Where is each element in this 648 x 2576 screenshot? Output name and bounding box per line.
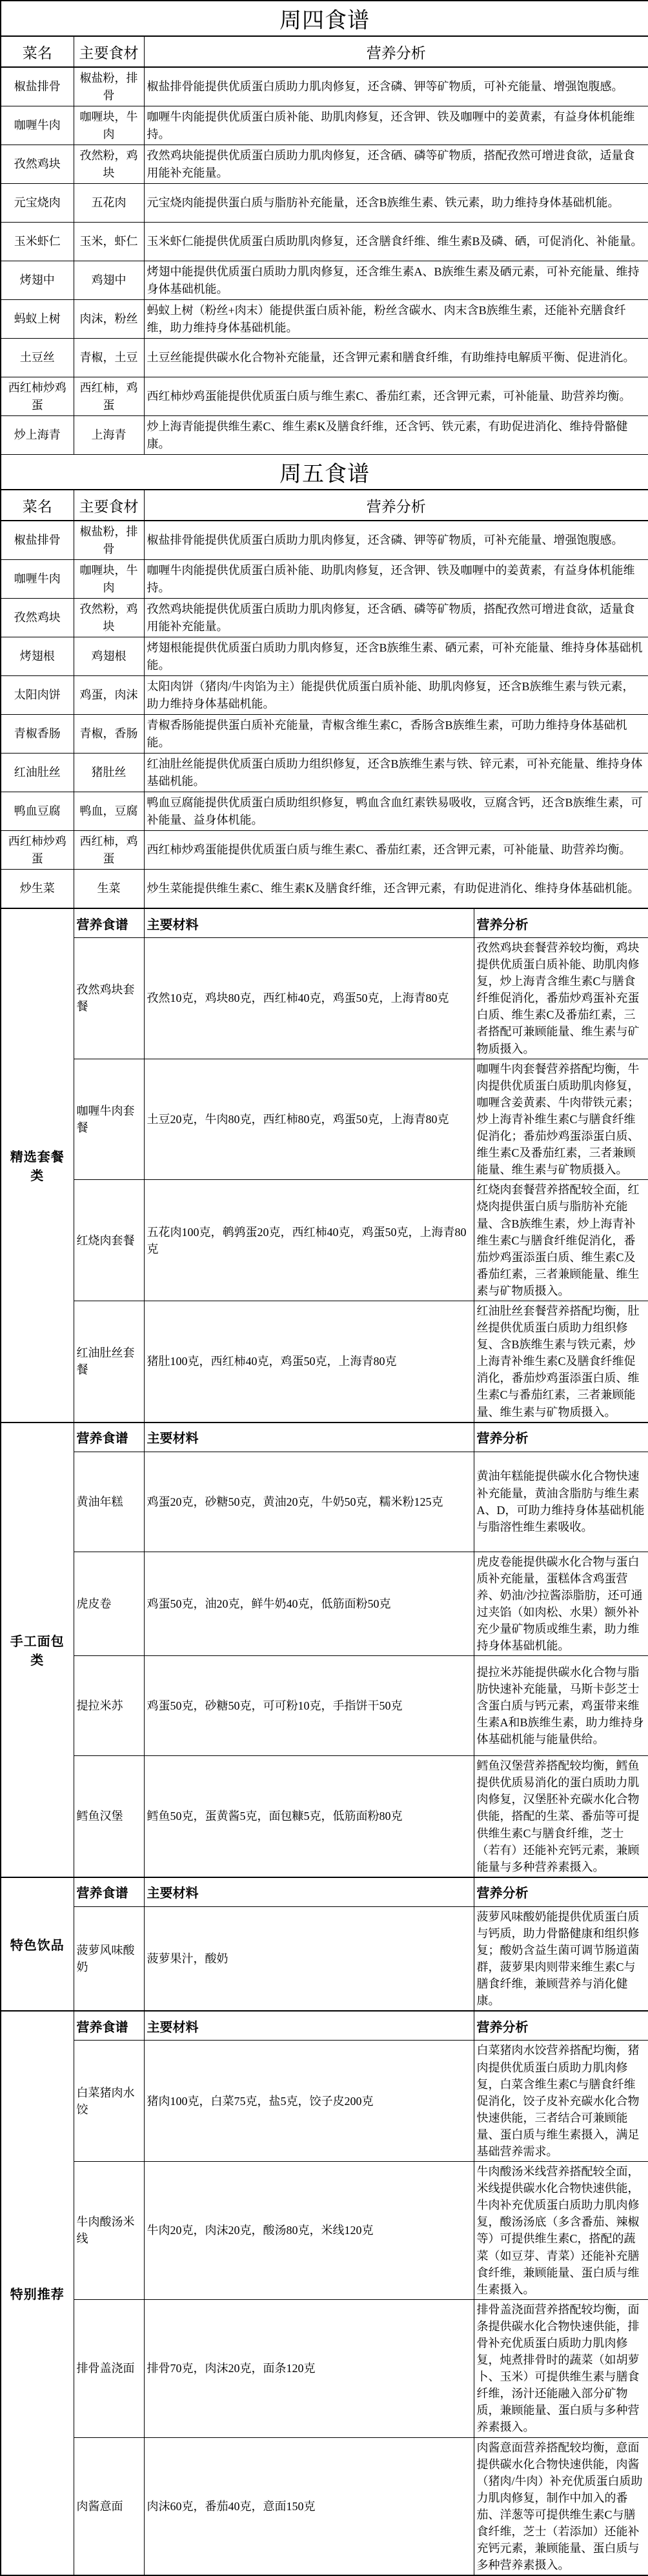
day-header-row bbox=[1, 490, 648, 521]
dish-analysis: 咖喱牛肉能提供优质蛋白质补能、助肌肉修复，还含钾、铁及咖喱中的姜黄素，有益身体机能维持。 bbox=[144, 560, 648, 599]
section-column-header-recipe: 营养食谱 bbox=[74, 2011, 144, 2041]
recipe-name: 孜然鸡块套餐 bbox=[74, 938, 144, 1059]
menu-row bbox=[1, 599, 648, 637]
recipe-name: 提拉米苏 bbox=[74, 1656, 144, 1756]
dish-ingredients: 椒盐粉，排骨 bbox=[74, 67, 144, 106]
recipe-analysis: 孜然鸡块套餐营养较均衡，鸡块提供优质蛋白质补能、助肌肉修复，炒上海青含维生素C与膳食纤维促消化，番茄炒鸡蛋补充蛋白质、维生素C及番茄红素，三者搭配可兼顾能量、维生素与矿物质摄入。 bbox=[474, 938, 648, 1059]
column-header-ingredients: 主要食材 bbox=[74, 36, 144, 67]
section-column-header-analysis: 营养分析 bbox=[474, 1877, 648, 1907]
section-row bbox=[1, 1059, 648, 1180]
weekday-menus-table bbox=[0, 0, 648, 909]
section-header-row bbox=[1, 908, 648, 938]
dish-analysis: 蚂蚁上树（粉丝+肉末）能提供蛋白质补能，粉丝含碳水、肉末含B族维生素，还能补充膳食纤维，助力维持身体基础机能。 bbox=[144, 300, 648, 339]
dish-ingredients: 咖喱块，牛肉 bbox=[74, 560, 144, 599]
section-row bbox=[1, 1906, 648, 2011]
section-column-header-materials: 主要材料 bbox=[144, 1423, 474, 1452]
menu-row bbox=[1, 261, 648, 300]
day-title: 周五食谱 bbox=[1, 455, 648, 490]
dish-analysis: 太阳肉饼（猪肉/牛肉馅为主）能提供优质蛋白质补能、助肌肉修复，还含B族维生素与铁元素，助力维持身体基础机能。 bbox=[144, 676, 648, 715]
recipe-analysis: 排骨盖浇面营养搭配较均衡，面条提供碳水化合物快速供能，排骨补充优质蛋白质助力肌肉修复，炖煮排骨时的蔬菜（如胡萝卜、玉米）可提供维生素与膳食纤维，汤汁还能融入部分矿物质，兼顾能量、蛋白质与多种营养素摄入。 bbox=[474, 2299, 648, 2437]
dish-name: 椒盐排骨 bbox=[1, 67, 74, 106]
dish-ingredients: 鸭血，豆腐 bbox=[74, 792, 144, 831]
dish-ingredients: 青椒，香肠 bbox=[74, 715, 144, 754]
dish-name: 咖喱牛肉 bbox=[1, 106, 74, 145]
dish-analysis: 孜然鸡块能提供优质蛋白质助力肌肉修复，还含硒、磷等矿物质，搭配孜然可增进食欲，适量食用能补充能量。 bbox=[144, 599, 648, 637]
dish-name: 西红柿炒鸡蛋 bbox=[1, 377, 74, 416]
section-row bbox=[1, 1452, 648, 1552]
column-header-dish: 菜名 bbox=[1, 36, 74, 67]
recipe-materials: 土豆20克，牛肉80克，西红柿80克，鸡蛋50克，上海青80克 bbox=[144, 1059, 474, 1180]
category-label: 特别推荐 bbox=[1, 2011, 74, 2575]
weekday-menus-body bbox=[1, 1, 648, 908]
menu-row bbox=[1, 870, 648, 909]
dish-ingredients: 西红柿，鸡蛋 bbox=[74, 831, 144, 870]
recipe-name: 牛肉酸汤米线 bbox=[74, 2162, 144, 2300]
menu-row bbox=[1, 521, 648, 560]
day-title-row bbox=[1, 455, 648, 490]
section-row bbox=[1, 1180, 648, 1301]
category-label: 精选套餐类 bbox=[1, 908, 74, 1423]
menu-row bbox=[1, 184, 648, 223]
recipe-materials: 鸡蛋50克，油20克，鲜牛奶40克，低筋面粉50克 bbox=[144, 1552, 474, 1656]
dish-ingredients: 西红柿，鸡蛋 bbox=[74, 377, 144, 416]
recipe-analysis: 红油肚丝套餐营养搭配均衡，肚丝提供优质蛋白质助力组织修复、含B族维生素与铁元素，炒上海青补维生素C及膳食纤维促消化，番茄炒鸡蛋添蛋白质、维生素C与番茄红素，三者兼顾能量、维生素与矿物质摄入。 bbox=[474, 1301, 648, 1422]
section-column-header-analysis: 营养分析 bbox=[474, 908, 648, 938]
dish-ingredients: 肉沫，粉丝 bbox=[74, 300, 144, 339]
recipe-materials: 猪肚100克，西红柿40克，鸡蛋50克，上海青80克 bbox=[144, 1301, 474, 1422]
menu-row bbox=[1, 676, 648, 715]
dish-name: 青椒香肠 bbox=[1, 715, 74, 754]
dish-analysis: 椒盐排骨能提供优质蛋白质助力肌肉修复，还含磷、钾等矿物质，可补充能量、增强饱腹感。 bbox=[144, 67, 648, 106]
dish-name: 西红柿炒鸡蛋 bbox=[1, 831, 74, 870]
section-row bbox=[1, 1552, 648, 1656]
dish-analysis: 西红柿炒鸡蛋能提供优质蛋白质与维生素C、番茄红素，还含钾元素，可补能量、助营养均衡。 bbox=[144, 831, 648, 870]
section-column-header-analysis: 营养分析 bbox=[474, 2011, 648, 2041]
menu-row bbox=[1, 67, 648, 106]
dish-name: 烤翅根 bbox=[1, 637, 74, 676]
recipe-materials: 鸡蛋50克，砂糖50克，可可粉10克，手指饼干50克 bbox=[144, 1656, 474, 1756]
dish-name: 鸭血豆腐 bbox=[1, 792, 74, 831]
section-column-header-materials: 主要材料 bbox=[144, 1877, 474, 1907]
recipe-materials: 肉沫60克，番茄40克，意面150克 bbox=[144, 2437, 474, 2575]
section-column-header-recipe: 营养食谱 bbox=[74, 908, 144, 938]
recipe-name: 鳕鱼汉堡 bbox=[74, 1756, 144, 1877]
recipe-name: 排骨盖浇面 bbox=[74, 2299, 144, 2437]
section-row bbox=[1, 2041, 648, 2162]
dish-analysis: 元宝烧肉能提供蛋白质与脂肪补充能量，还含B族维生素、铁元素，助力维持身体基础机能。 bbox=[144, 184, 648, 223]
dish-analysis: 土豆丝能提供碳水化合物补充能量，还含钾元素和膳食纤维，有助维持电解质平衡、促进消化。 bbox=[144, 339, 648, 377]
menu-row bbox=[1, 637, 648, 676]
menu-row bbox=[1, 106, 648, 145]
recipe-materials: 菠萝果汁，酸奶 bbox=[144, 1906, 474, 2011]
dish-name: 玉米虾仁 bbox=[1, 223, 74, 261]
dish-ingredients: 五花肉 bbox=[74, 184, 144, 223]
dish-analysis: 炒上海青能提供维生素C、维生素K及膳食纤维，还含钙、铁元素，有助促进消化、维持骨骼健康。 bbox=[144, 416, 648, 455]
dish-name: 烤翅中 bbox=[1, 261, 74, 300]
section-header-row bbox=[1, 1877, 648, 1907]
section-row bbox=[1, 938, 648, 1059]
section-header-row bbox=[1, 2011, 648, 2041]
dish-ingredients: 猪肚丝 bbox=[74, 754, 144, 792]
dish-analysis: 鸭血豆腐能提供优质蛋白质助组织修复，鸭血含血红素铁易吸收，豆腐含钙，还含B族维生素，可补能量、益身体机能。 bbox=[144, 792, 648, 831]
section-row bbox=[1, 2437, 648, 2575]
recipe-materials: 排骨70克，肉沫20克，面条120克 bbox=[144, 2299, 474, 2437]
category-label: 特色饮品 bbox=[1, 1877, 74, 2012]
section-header-row bbox=[1, 1423, 648, 1452]
dish-analysis: 烤翅根能提供优质蛋白质助力肌肉修复，还含B族维生素、硒元素，可补充能量、维持身体基础机能。 bbox=[144, 637, 648, 676]
recipe-analysis: 鳕鱼汉堡营养搭配较均衡，鳕鱼提供优质易消化的蛋白质助力肌肉修复，汉堡胚补充碳水化合物供能，搭配的生菜、番茄等可提供维生素C与膳食纤维，芝士（若有）还能补充钙元素，兼顾能量与多种营养素摄入。 bbox=[474, 1756, 648, 1877]
column-header-analysis: 营养分析 bbox=[144, 490, 648, 521]
day-title-row bbox=[1, 1, 648, 36]
recipe-analysis: 肉酱意面营养搭配较均衡，意面提供碳水化合物快速供能，肉酱（猪肉/牛肉）补充优质蛋白质助力肌肉修复，制作中加入的番茄、洋葱等可提供维生素C与膳食纤维，芝士（若添加）还能补充钙元素，兼顾能量、蛋白质与多种营养素摄入。 bbox=[474, 2437, 648, 2575]
menu-row bbox=[1, 754, 648, 792]
menu-row bbox=[1, 560, 648, 599]
dish-name: 红油肚丝 bbox=[1, 754, 74, 792]
menu-row bbox=[1, 339, 648, 377]
dish-ingredients: 鸡翅根 bbox=[74, 637, 144, 676]
recipe-name: 红烧肉套餐 bbox=[74, 1180, 144, 1301]
dish-name: 炒上海青 bbox=[1, 416, 74, 455]
dish-analysis: 青椒香肠能提供蛋白质补充能量，青椒含维生素C，香肠含B族维生素，可助力维持身体基础机能。 bbox=[144, 715, 648, 754]
category-sections-body bbox=[1, 908, 648, 2575]
dish-name: 太阳肉饼 bbox=[1, 676, 74, 715]
dish-name: 土豆丝 bbox=[1, 339, 74, 377]
recipe-analysis: 咖喱牛肉套餐营养搭配均衡，牛肉提供优质蛋白质助肌肉修复，咖喱含姜黄素、牛肉带铁元素；炒上海青补维生素C与膳食纤维促消化；番茄炒鸡蛋添蛋白质、维生素C及番茄红素，三者兼顾能量、维生素与矿物质摄入。 bbox=[474, 1059, 648, 1180]
recipe-materials: 鳕鱼50克，蛋黄酱5克，面包糠5克，低筋面粉80克 bbox=[144, 1756, 474, 1877]
recipe-materials: 鸡蛋20克，砂糖50克，黄油20克，牛奶50克，糯米粉125克 bbox=[144, 1452, 474, 1552]
recipe-analysis: 牛肉酸汤米线营养搭配较全面，米线提供碳水化合物快速供能，牛肉补充优质蛋白质助力肌肉修复，酸汤汤底（多含番茄、辣椒等）可提供维生素C，搭配的蔬菜（如豆芽、青菜）还能补充膳食纤维，兼顾能量、蛋白质与维生素摄入。 bbox=[474, 2162, 648, 2300]
dish-analysis: 红油肚丝能提供优质蛋白质助力组织修复，还含B族维生素与铁、锌元素，可补充能量、维持身体基础机能。 bbox=[144, 754, 648, 792]
dish-name: 咖喱牛肉 bbox=[1, 560, 74, 599]
dish-name: 椒盐排骨 bbox=[1, 521, 74, 560]
recipe-materials: 五花肉100克，鹌鹑蛋20克，西红柿40克，鸡蛋50克，上海青80克 bbox=[144, 1180, 474, 1301]
dish-name: 孜然鸡块 bbox=[1, 145, 74, 184]
section-row bbox=[1, 1756, 648, 1877]
recipe-name: 咖喱牛肉套餐 bbox=[74, 1059, 144, 1180]
dish-ingredients: 上海青 bbox=[74, 416, 144, 455]
menu-row bbox=[1, 377, 648, 416]
menu-row bbox=[1, 145, 648, 184]
menu-row bbox=[1, 831, 648, 870]
day-header-row bbox=[1, 36, 648, 67]
menu-row bbox=[1, 715, 648, 754]
dish-ingredients: 孜然粉，鸡块 bbox=[74, 599, 144, 637]
recipe-analysis: 菠萝风味酸奶能提供优质蛋白质与钙质，助力骨骼健康和组织修复；酸奶含益生菌可调节肠道菌群，菠萝果肉则带来维生素C与膳食纤维，兼顾营养与消化健康。 bbox=[474, 1906, 648, 2011]
dish-ingredients: 咖喱块，牛肉 bbox=[74, 106, 144, 145]
menu-row bbox=[1, 792, 648, 831]
section-row bbox=[1, 1301, 648, 1422]
recipe-materials: 牛肉20克，肉沫20克，酸汤80克，米线120克 bbox=[144, 2162, 474, 2300]
column-header-dish: 菜名 bbox=[1, 490, 74, 521]
menu-row bbox=[1, 223, 648, 261]
dish-name: 蚂蚁上树 bbox=[1, 300, 74, 339]
dish-ingredients: 鸡翅中 bbox=[74, 261, 144, 300]
recipe-analysis: 虎皮卷能提供碳水化合物与蛋白质补充能量，蛋糕体含鸡蛋营养、奶油/沙拉酱添脂肪，还可通过夹馅（如肉松、水果）额外补充少量矿物质或维生素，助力维持身体基础机能。 bbox=[474, 1552, 648, 1656]
column-header-analysis: 营养分析 bbox=[144, 36, 648, 67]
recipe-analysis: 黄油年糕能提供碳水化合物快速补充能量，黄油含脂肪与维生素A、D，可助力维持身体基础机能与脂溶性维生素吸收。 bbox=[474, 1452, 648, 1552]
recipe-analysis: 白菜猪肉水饺营养搭配均衡，猪肉提供优质蛋白质助力肌肉修复，白菜含维生素C与膳食纤维促消化，饺子皮补充碳水化合物快速供能，三者结合可兼顾能量、蛋白质与维生素摄入，满足基础营养需求。 bbox=[474, 2041, 648, 2162]
dish-analysis: 孜然鸡块能提供优质蛋白质助力肌肉修复，还含硒、磷等矿物质，搭配孜然可增进食欲，适量食用能补充能量。 bbox=[144, 145, 648, 184]
recipe-name: 黄油年糕 bbox=[74, 1452, 144, 1552]
category-sections-table bbox=[0, 908, 648, 2576]
dish-analysis: 咖喱牛肉能提供优质蛋白质补能、助肌肉修复，还含钾、铁及咖喱中的姜黄素，有益身体机能维持。 bbox=[144, 106, 648, 145]
dish-ingredients: 孜然粉，鸡块 bbox=[74, 145, 144, 184]
recipe-name: 肉酱意面 bbox=[74, 2437, 144, 2575]
section-row bbox=[1, 1656, 648, 1756]
dish-ingredients: 玉米，虾仁 bbox=[74, 223, 144, 261]
recipe-name: 白菜猪肉水饺 bbox=[74, 2041, 144, 2162]
section-row bbox=[1, 2299, 648, 2437]
recipe-materials: 孜然10克，鸡块80克，西红柿40克，鸡蛋50克，上海青80克 bbox=[144, 938, 474, 1059]
recipe-materials: 猪肉100克，白菜75克，盐5克，饺子皮200克 bbox=[144, 2041, 474, 2162]
category-label: 手工面包类 bbox=[1, 1423, 74, 1877]
dish-ingredients: 青椒，土豆 bbox=[74, 339, 144, 377]
dish-analysis: 玉米虾仁能提供优质蛋白质助肌肉修复，还含膳食纤维、维生素B及磷、硒，可促消化、补能量。 bbox=[144, 223, 648, 261]
dish-ingredients: 鸡蛋，肉沫 bbox=[74, 676, 144, 715]
dish-name: 元宝烧肉 bbox=[1, 184, 74, 223]
section-column-header-materials: 主要材料 bbox=[144, 2011, 474, 2041]
dish-analysis: 西红柿炒鸡蛋能提供优质蛋白质与维生素C、番茄红素，还含钾元素，可补能量、助营养均衡。 bbox=[144, 377, 648, 416]
recipe-name: 红油肚丝套餐 bbox=[74, 1301, 144, 1422]
dish-name: 孜然鸡块 bbox=[1, 599, 74, 637]
menu-row bbox=[1, 416, 648, 455]
recipe-name: 虎皮卷 bbox=[74, 1552, 144, 1656]
section-column-header-materials: 主要材料 bbox=[144, 908, 474, 938]
column-header-ingredients: 主要食材 bbox=[74, 490, 144, 521]
dish-ingredients: 生菜 bbox=[74, 870, 144, 909]
recipe-analysis: 红烧肉套餐营养搭配较全面，红烧肉提供蛋白质与脂肪补充能量、含B族维生素，炒上海青补维生素C与膳食纤维促消化，番茄炒鸡蛋添蛋白质、维生素C及番茄红素，三者兼顾能量、维生素与矿物质摄入。 bbox=[474, 1180, 648, 1301]
dish-analysis: 烤翅中能提供优质蛋白质助力肌肉修复，还含维生素A、B族维生素及硒元素，可补充能量、维持身体基础机能。 bbox=[144, 261, 648, 300]
dish-ingredients: 椒盐粉，排骨 bbox=[74, 521, 144, 560]
section-column-header-analysis: 营养分析 bbox=[474, 1423, 648, 1452]
menu-row bbox=[1, 300, 648, 339]
section-row bbox=[1, 2162, 648, 2300]
dish-analysis: 炒生菜能提供维生素C、维生素K及膳食纤维，还含钾元素，有助促进消化、维持身体基础机能。 bbox=[144, 870, 648, 909]
dish-analysis: 椒盐排骨能提供优质蛋白质助力肌肉修复，还含磷、钾等矿物质，可补充能量、增强饱腹感。 bbox=[144, 521, 648, 560]
recipe-analysis: 提拉米苏能提供碳水化合物与脂肪快速补充能量，马斯卡彭芝士含蛋白质与钙元素，鸡蛋带来维生素A和B族维生素，助力维持身体基础机能与能量供给。 bbox=[474, 1656, 648, 1756]
recipe-name: 菠萝风味酸奶 bbox=[74, 1906, 144, 2011]
section-column-header-recipe: 营养食谱 bbox=[74, 1877, 144, 1907]
section-column-header-recipe: 营养食谱 bbox=[74, 1423, 144, 1452]
day-title: 周四食谱 bbox=[1, 1, 648, 36]
dish-name: 炒生菜 bbox=[1, 870, 74, 909]
